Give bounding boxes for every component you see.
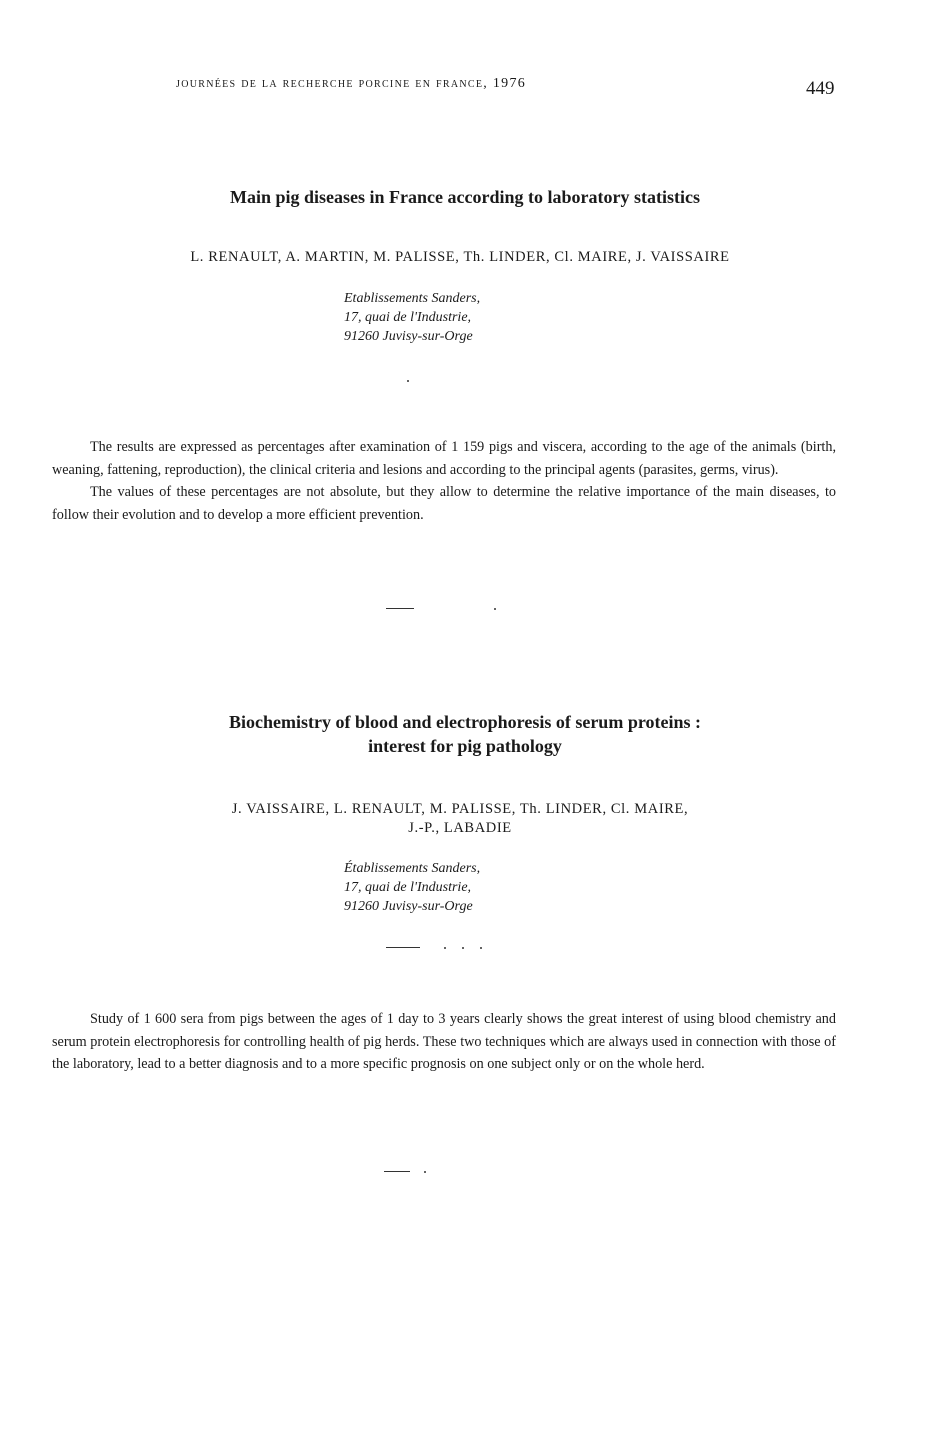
separator-rule bbox=[386, 608, 414, 609]
article1-affiliation bbox=[344, 289, 624, 346]
separator-dot bbox=[424, 1171, 426, 1173]
running-head: journées de la recherche porcine en france, 1976 bbox=[176, 76, 527, 91]
affiliation-line: Établissements Sanders, bbox=[344, 861, 481, 876]
separator-rule bbox=[384, 1171, 410, 1172]
article2-authors bbox=[60, 800, 860, 838]
affiliation-line: 17, quai de l'Industrie, bbox=[344, 310, 472, 325]
article1-authors: L. RENAULT, A. MARTIN, M. PALISSE, Th. LINDER, Cl. MAIRE, J. VAISSAIRE bbox=[190, 249, 730, 265]
article2-title-line1: Biochemistry of blood and electrophoresis of serum proteins : bbox=[229, 712, 701, 732]
affiliation-line: Etablissements Sanders, bbox=[344, 291, 481, 306]
abstract-paragraph: The results are expressed as percentages after examination of 1 159 pigs and viscera, according to the age of the animals (birth, weaning, fattening, reproduction), the clinical criteria and lesions and according to the principal agents (parasites, germs, virus). bbox=[52, 439, 836, 478]
abstract-paragraph: The values of these percentages are not absolute, but they allow to determine the relative importance of the main diseases, to follow their evolution and to develop a more efficient prevention. bbox=[52, 484, 836, 523]
separator-dot bbox=[480, 947, 482, 949]
article2-title bbox=[0, 710, 930, 758]
affiliation-line: 91260 Juvisy-sur-Orge bbox=[344, 329, 473, 344]
article1-title: Main pig diseases in France according to laboratory statistics bbox=[230, 187, 700, 207]
page-number: 449 bbox=[806, 78, 835, 99]
article2-authors-line1: J. VAISSAIRE, L. RENAULT, M. PALISSE, Th. LINDER, Cl. MAIRE, bbox=[231, 801, 689, 817]
separator-dot bbox=[407, 380, 409, 382]
separator-dot bbox=[462, 947, 464, 949]
article2-abstract bbox=[52, 1008, 836, 1076]
abstract-paragraph: Study of 1 600 sera from pigs between the ages of 1 day to 3 years clearly shows the great interest of using blood chemistry and serum protein electrophoresis for controlling health of pig herds. These two techniques which are always used in connection with those of the laboratory, lead to a better diagnosis and to a more specific prognosis on one subject only or on the whole herd. bbox=[52, 1011, 836, 1072]
separator-dot bbox=[444, 947, 446, 949]
affiliation-line: 17, quai de l'Industrie, bbox=[344, 880, 472, 895]
affiliation-line: 91260 Juvisy-sur-Orge bbox=[344, 899, 473, 914]
article1-abstract bbox=[52, 436, 836, 526]
separator-rule bbox=[386, 947, 420, 948]
article2-authors-line2: J.-P., LABADIE bbox=[408, 820, 512, 836]
article2-affiliation bbox=[344, 859, 624, 916]
separator-dot bbox=[494, 608, 496, 610]
article2-title-line2: interest for pig pathology bbox=[368, 736, 562, 756]
